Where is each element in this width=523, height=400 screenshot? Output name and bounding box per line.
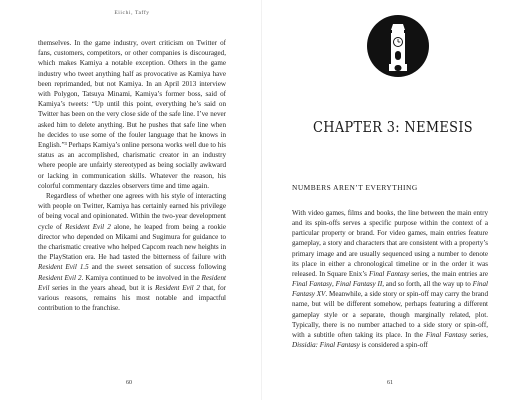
italic-title: Dissidia: Final Fantasy: [292, 341, 360, 350]
italic-title: Resident Evil 2: [38, 273, 82, 282]
section-heading: NUMBERS AREN’T EVERYTHING: [292, 183, 418, 192]
italic-title: Resident Evil 1.5: [38, 263, 89, 272]
paragraph: themselves. In the game industry, overt criticism on Twitter of fans, customers, competitors, or other companies is discouraged, which makes Kamiya a notable exception. Others in the game industry who tweet anything half as provocative as Kamiya have been reprimanded, but not Kamiya. In an April 2013 interview with Polygon, Tatsuya Minami, Kamiya’s former boss, said of Kamiya’s tweets: “Up until this point, everything he’s said on Twitter has been on the very close side of the safe line. I’ve never asked him to delete anything. But he pushes that safe line when he decides to use some of the fouler language that he knows in English.”³ Perhaps Kamiya’s online persona works well due to his status as an accomplished, charismatic creator in an industry where people are unfairly stereotyped as being socially awkward or lacking in communication skills. Whatever the reason, his colorful commentary dazzles observers time and time again.: [38, 39, 226, 190]
italic-title: Final Fantasy: [369, 269, 410, 278]
page-number-right: 61: [387, 380, 393, 386]
italic-title: Final Fantasy II: [335, 280, 383, 289]
chapter-title: CHAPTER 3: NEMESIS: [313, 118, 473, 136]
running-head: Eiichi, Taffy: [114, 10, 150, 16]
right-body-text: [292, 208, 488, 350]
italic-title: Final Fantasy: [292, 280, 333, 289]
paragraph: With video games, films and books, the line between the main entry and its spin-offs serves a specific purpose within the context of a particular property or brand. For video games, main entries feature gameplay, a story and characters that are consistent with a property’s primary image and are usually sequenced using a number to denote its place in either a chronological timeline or in the order it was released. In Square Enix’s Final Fantasy series, the main entries are Final Fantasy, Final Fantasy II, and so forth, all the way up to Final Fantasy XV. Meanwhile, a side story or spin-off may carry the brand name, but will be different somehow, perhaps featuring a different gameplay style or a separate, though marginally related, plot. Typically, there is no number attached to a side story or spin-off, with a subtitle often taking its place. In the Final Fantasy series, Dissidia: Final Fantasy is considered a spin-off: [292, 209, 489, 350]
page-number-left: 60: [126, 380, 132, 386]
italic-title: Resident Evil 2: [155, 283, 200, 292]
left-body-text: [38, 38, 226, 313]
right-page: [262, 0, 523, 400]
italic-title: Final Fantasy: [425, 330, 468, 339]
italic-title: Resident Evil 2: [65, 222, 111, 231]
italic-title: Resident Evil: [38, 273, 226, 292]
paragraph: Regardless of whether one agrees with his style of interacting with people on Twitter, Kamiya has certainly earned his privilege of being vocal and opinionated. Within the two-year development cycle of Resident Evil 2 alone, he leaped from being a rookie director who depended on Mikami and Sugimura for guidance to the charismatic creative who helped Capcom reach new heights in the PlayStation era. He had tasted the bitterness of failure with Resident Evil 1.5 and the sweet sensation of success following Resident Evil 2. Kamiya continued to be involved in the Resident Evil series in the years ahead, but it is Resident Evil 2 that, for various reasons, remains his most notable and impactful contribution to the franchise.: [38, 192, 226, 313]
clock-tower-icon: [366, 14, 430, 78]
italic-title: Final Fantasy XV: [292, 280, 488, 299]
